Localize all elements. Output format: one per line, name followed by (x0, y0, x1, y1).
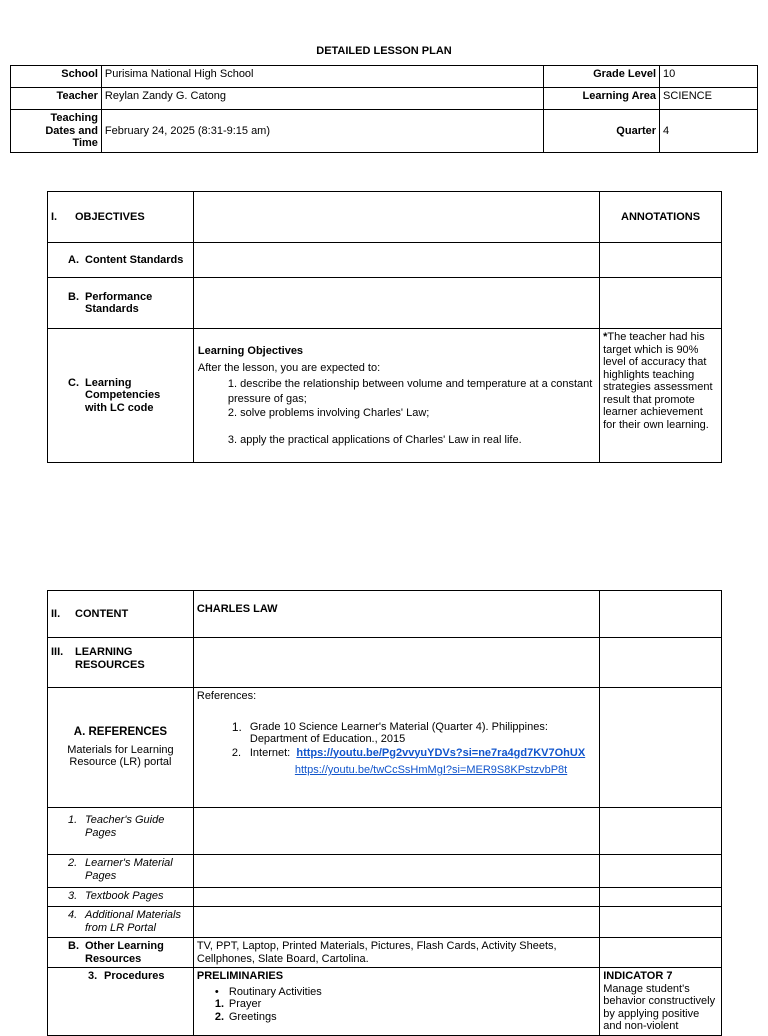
content-standards-annotation (600, 243, 722, 278)
item-number: C. (68, 376, 79, 389)
indicator-title: INDICATOR 7 (603, 970, 673, 982)
teachers-guide-annotation (600, 808, 722, 855)
reference-1 (197, 721, 596, 746)
other-resources-value: TV, PPT, Laptop, Printed Materials, Pictures, Flash Cards, Activity Sheets, Cellphones, Slate Board, Cartolina. (193, 938, 599, 968)
references-cell (193, 688, 599, 808)
performance-standards-value (193, 278, 599, 329)
item-label-line: Teacher's Guide (85, 814, 165, 826)
item-label-line: Performance (85, 290, 153, 303)
references-sublabel: Materials for Learning (67, 743, 174, 756)
teaching-dates-value: February 24, 2025 (8:31-9:15 am) (101, 110, 543, 153)
step-item (197, 1011, 596, 1024)
quarter-value: 4 (660, 110, 758, 153)
reference-label: Internet: (249, 746, 291, 759)
item-number: 2. (68, 857, 78, 869)
quarter-label: Quarter (544, 110, 660, 153)
learning-resources-heading (48, 638, 194, 688)
section-label-line: RESOURCES (75, 658, 145, 671)
step-item (197, 998, 596, 1011)
teaching-dates-label-line: Teaching (50, 112, 98, 124)
grade-level-label: Grade Level (544, 66, 660, 88)
item-label: Content Standards (85, 253, 184, 266)
item-label-line: Other Learning (85, 940, 164, 952)
step-text: Greetings (228, 1010, 277, 1023)
learning-objectives-intro: After the lesson, you are expected to: (197, 361, 381, 374)
item-label-line: Standards (85, 303, 139, 315)
reference-number: 2. (231, 746, 242, 759)
learning-objectives-title: Learning Objectives (197, 345, 304, 357)
additional-materials-label (48, 907, 194, 938)
item-label-line: Additional Materials (85, 909, 181, 921)
content-heading (48, 591, 194, 638)
learning-resources-value (193, 638, 599, 688)
textbook-pages-annotation (600, 888, 722, 907)
step-number: 1. (214, 998, 225, 1010)
item-number: A. (68, 253, 79, 266)
step-number: 2. (214, 1010, 225, 1023)
learners-material-annotation (600, 855, 722, 888)
annotations-heading: ANNOTATIONS (600, 192, 722, 243)
item-label-line: Learning (85, 376, 132, 389)
item-label: REFERENCES (88, 726, 168, 739)
section-number: II. (51, 607, 61, 620)
learning-area-label: Learning Area (544, 88, 660, 110)
item-label-line: Learner's Material (85, 857, 173, 869)
item-label: Procedures (104, 970, 165, 982)
item-number: B. (68, 290, 79, 303)
header-table (10, 65, 758, 153)
learning-competencies-annotation (600, 329, 722, 463)
objectives-heading (48, 192, 194, 243)
learning-resources-annotation (600, 638, 722, 688)
reference-link[interactable]: https://youtu.be/twCcSsHmMgI?si=MER9S8KPstzvbP8t (294, 764, 568, 776)
references-title: References: (196, 690, 257, 702)
learning-objectives-cell (193, 329, 599, 463)
bullet-icon: • (214, 985, 219, 998)
objective-1: 1. describe the relationship between volume and temperature at a constant (227, 378, 593, 390)
annotation-text: The teacher had his target which is 90% level of accuracy that highlights teaching strategies assessment result that promote learner achievement for their own learning. (603, 331, 713, 431)
item-label-line: Resources (85, 952, 142, 965)
procedures-cell (193, 968, 599, 1036)
learning-competencies-label (48, 329, 194, 463)
step-text: Prayer (228, 998, 262, 1010)
item-number: 1. (68, 814, 78, 826)
performance-standards-label (48, 278, 194, 329)
section-number: I. (51, 210, 58, 223)
teaching-dates-label (11, 110, 102, 153)
item-label: Textbook Pages (85, 890, 164, 902)
objectives-table (47, 191, 722, 463)
objectives-content-cell (193, 192, 599, 243)
procedures-annotation (600, 968, 722, 1036)
learning-area-value: SCIENCE (660, 88, 758, 110)
document-title: DETAILED LESSON PLAN (316, 45, 452, 57)
other-resources-annotation (600, 938, 722, 968)
item-label-line: Pages (85, 826, 117, 839)
references-label (51, 726, 190, 739)
item-label-line: with LC code (85, 401, 154, 414)
content-standards-value (193, 243, 599, 278)
item-number: 4. (68, 909, 78, 921)
school-value: Purisima National High School (101, 66, 543, 88)
content-annotation (600, 591, 722, 638)
teaching-dates-label-line: Dates and (45, 124, 98, 137)
teacher-value: Reylan Zandy G. Catong (101, 88, 543, 110)
content-resources-table (47, 590, 722, 1036)
additional-materials-annotation (600, 907, 722, 938)
reference-2 (197, 747, 596, 760)
item-number: B. (68, 940, 79, 952)
references-label-cell (48, 688, 194, 808)
content-standards-label (48, 243, 194, 278)
references-annotation (600, 688, 722, 808)
teacher-label: Teacher (11, 88, 102, 110)
reference-text: Grade 10 Science Learner's Material (Quarter 4). Philippines: (249, 720, 548, 733)
reference-number: 1. (231, 719, 242, 734)
teachers-guide-label (48, 808, 194, 855)
school-label: School (11, 66, 102, 88)
annotation-asterisk: * (603, 331, 608, 343)
performance-standards-annotation (600, 278, 722, 329)
learners-material-value (193, 855, 599, 888)
reference-2-link2 (197, 764, 596, 777)
indicator-text: Manage student's behavior constructively by applying positive and non-violent (603, 982, 716, 1032)
objective-2: 2. solve problems involving Charles' Law; (227, 407, 430, 419)
reference-link[interactable]: https://youtu.be/Pg2vvyuYDVs?si=ne7ra4gd7KV7OhUX (296, 746, 586, 759)
references-sublabel: Resource (LR) portal (69, 756, 172, 769)
item-label-line: from LR Portal (85, 921, 156, 934)
procedures-label (48, 968, 194, 1036)
item-number: 3. (68, 890, 78, 902)
bullet-text: Routinary Activities (228, 985, 322, 998)
learners-material-label (48, 855, 194, 888)
textbook-pages-value (193, 888, 599, 907)
teaching-dates-label-line: Time (72, 137, 98, 149)
section-label-line: LEARNING (75, 646, 133, 658)
reference-text: Department of Education., 2015 (249, 733, 406, 745)
additional-materials-value (193, 907, 599, 938)
item-number: 3. (88, 970, 98, 982)
section-label: OBJECTIVES (75, 210, 145, 223)
bullet-item (197, 986, 596, 999)
content-value: CHARLES LAW (193, 591, 599, 638)
section-label: CONTENT (75, 607, 129, 620)
item-label-line: Pages (85, 869, 117, 882)
textbook-pages-label (48, 888, 194, 907)
item-label-line: Competencies (85, 389, 161, 402)
preliminaries-heading: PRELIMINARIES (196, 970, 284, 982)
objective-1-cont: pressure of gas; (227, 392, 307, 405)
objective-3: 3. apply the practical applications of Charles' Law in real life. (227, 433, 522, 446)
item-number: A. (73, 726, 86, 739)
section-number: III. (51, 646, 64, 658)
teachers-guide-value (193, 808, 599, 855)
grade-level-value: 10 (660, 66, 758, 88)
other-resources-label (48, 938, 194, 968)
